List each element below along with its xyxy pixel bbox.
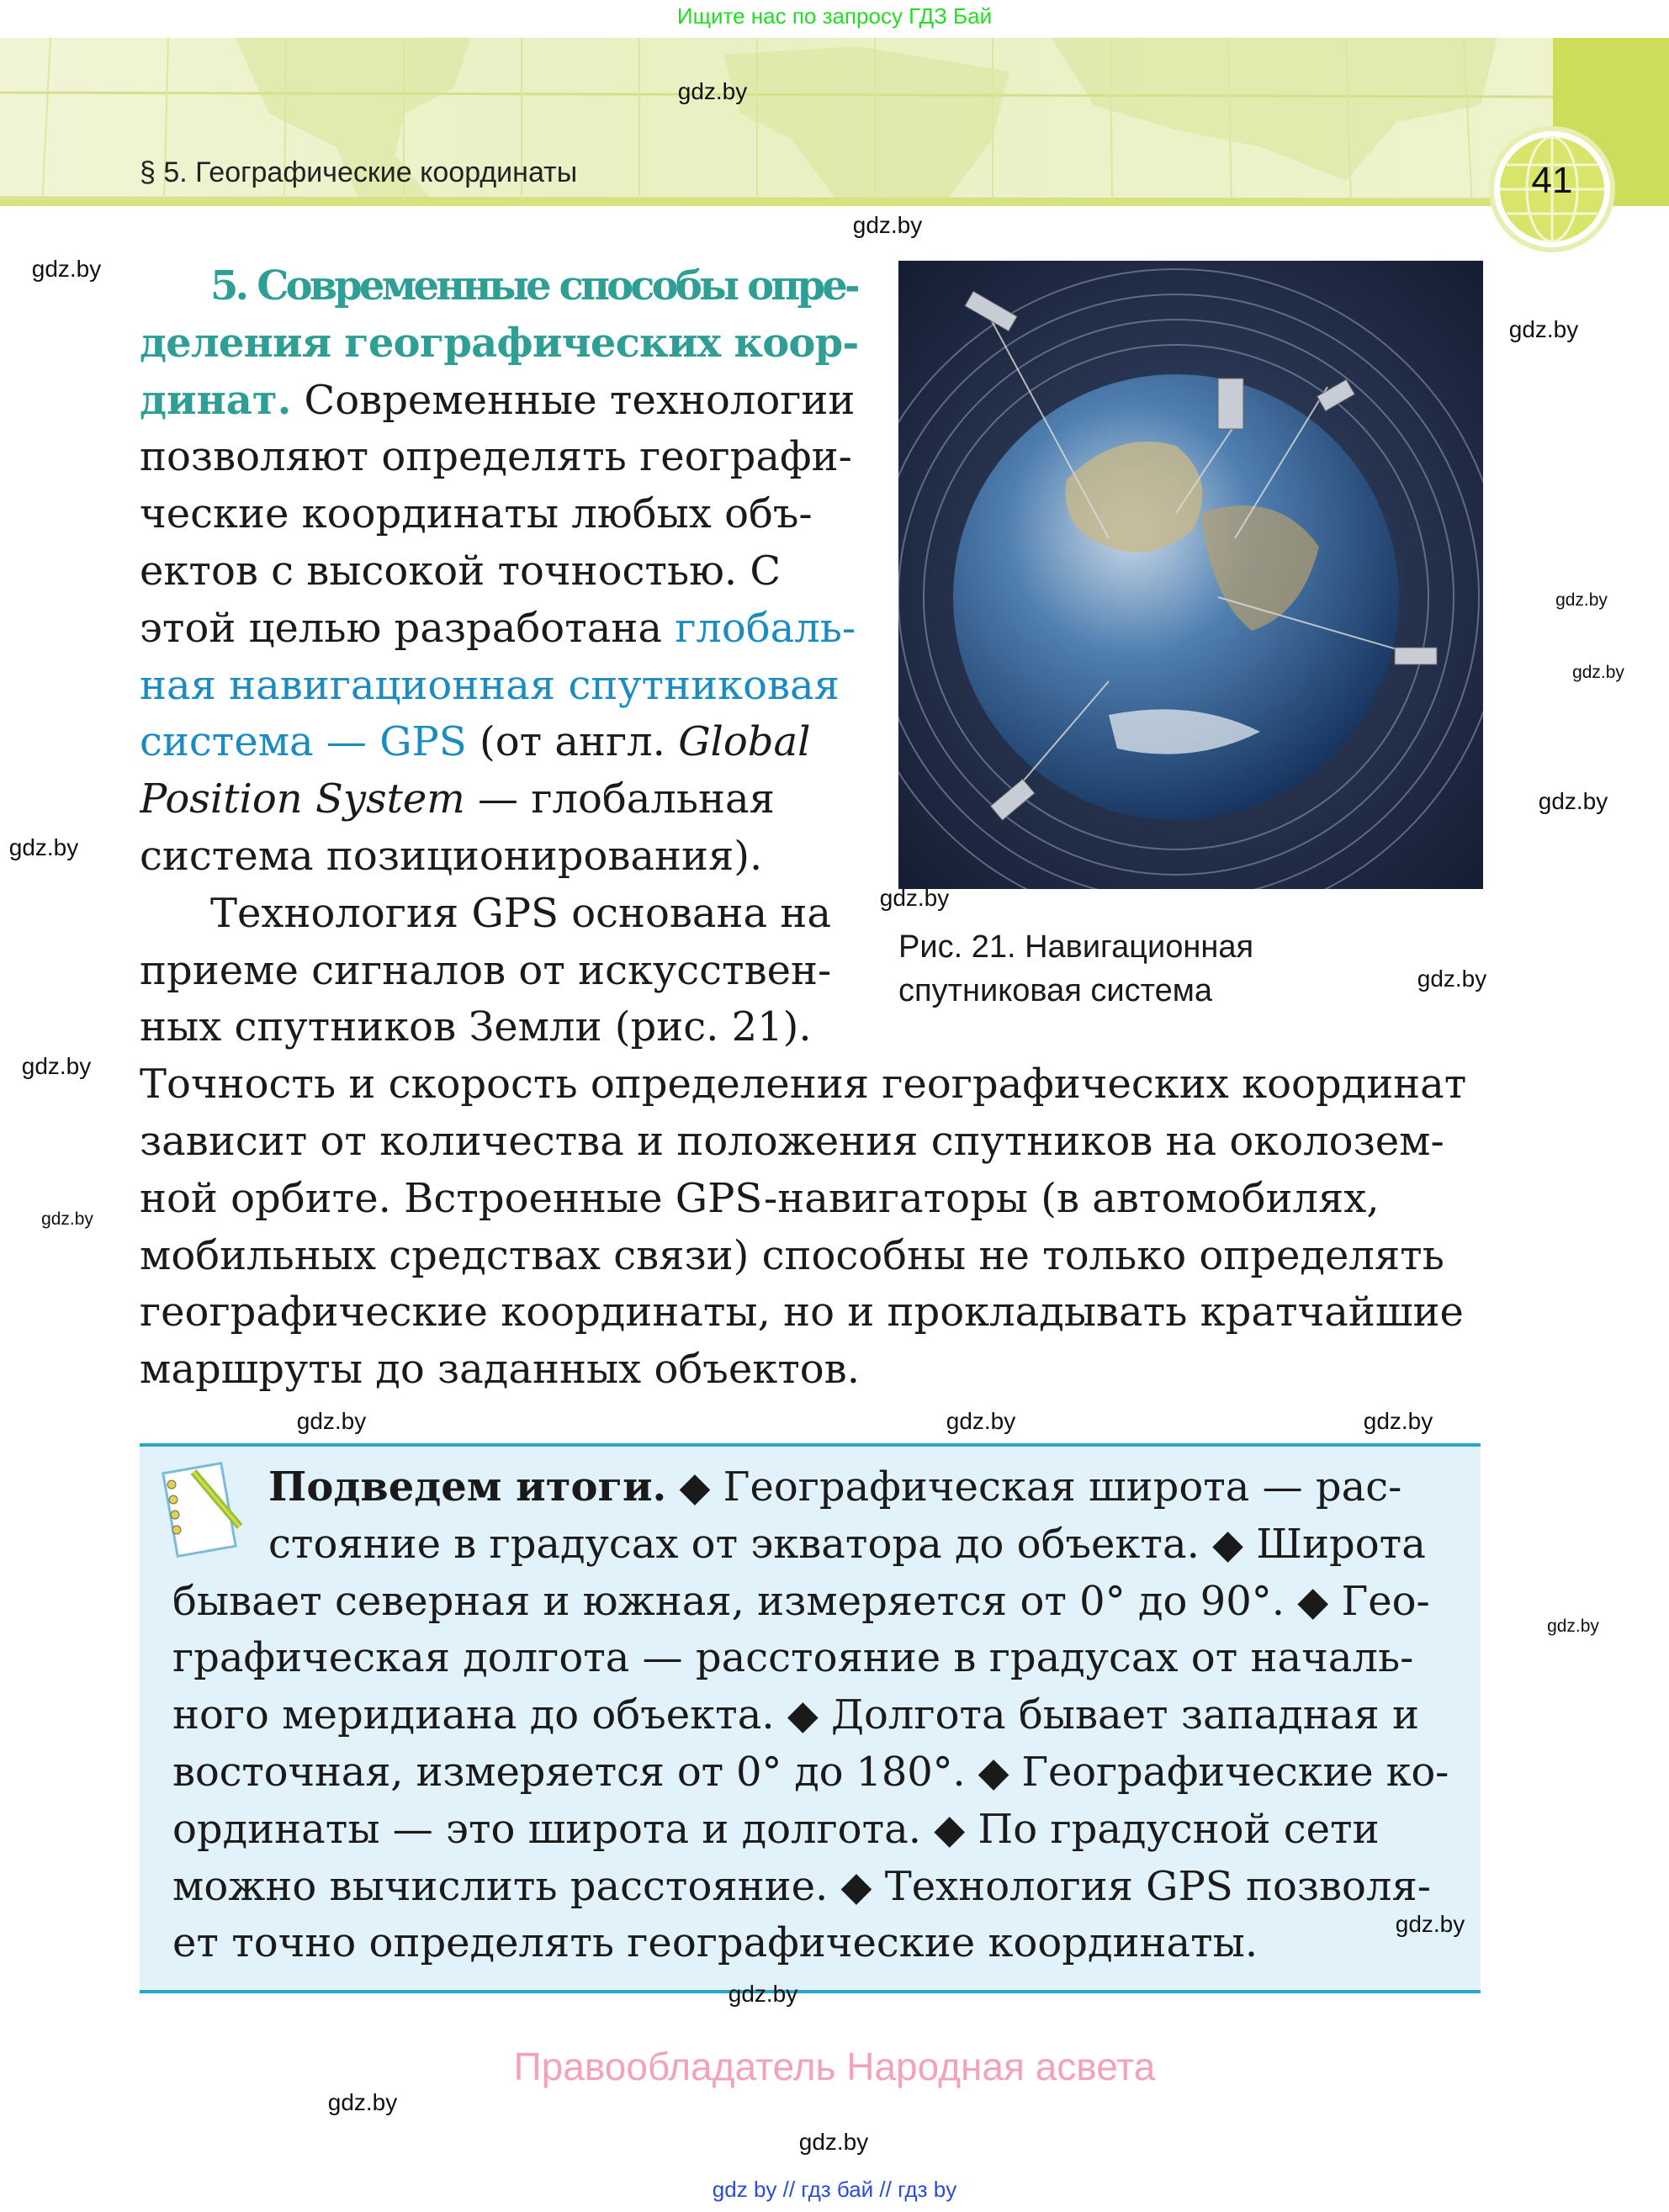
text-line: [172, 1914, 1258, 1971]
watermark: gdz.by: [41, 1209, 93, 1229]
text-line: [172, 1858, 1449, 1915]
text-segment: система — GPS: [140, 718, 467, 765]
watermark: gdz.by: [852, 212, 923, 238]
text-line: [172, 1686, 1449, 1744]
watermark: gdz.by: [1417, 966, 1487, 992]
text-segment: приеме сигналов от искусствен-: [140, 947, 832, 994]
watermark: gdz.by: [879, 885, 950, 911]
text-segment: динат.: [140, 377, 292, 424]
text-segment: географические координаты, но и прокладывать кратчайшие: [140, 1289, 1464, 1336]
text-line: [140, 942, 858, 999]
text-segment: Подведем итоги.: [268, 1463, 667, 1511]
text-segment: этой целью разработана: [140, 605, 676, 652]
copyright-footer: Правообладатель Народная асвета: [513, 2045, 1156, 2088]
text-line: [140, 542, 858, 600]
watermark: gdz.by: [1572, 663, 1624, 682]
text-line: [140, 713, 858, 770]
text-segment: маршруты до заданных объектов.: [140, 1346, 860, 1393]
text-line: [140, 1341, 860, 1398]
text-segment: системa позиционирования).: [140, 833, 763, 880]
text-segment: восточная, измеряется от 0° до 180°. ◆ Географические ко-: [172, 1749, 1449, 1796]
text-segment: (от англ.: [466, 718, 679, 765]
text-line: [172, 1801, 1449, 1858]
watermark: gdz.by: [798, 2129, 869, 2155]
watermark: gdz.by: [1538, 788, 1608, 814]
text-line: [210, 885, 858, 942]
text-segment: ного меридиана до объекта. ◆ Долгота бывает западная и: [172, 1691, 1419, 1738]
text-segment: ектов с высокой точностью. С: [140, 548, 782, 595]
text-line: [140, 1170, 1481, 1227]
text-line: [268, 1458, 1449, 1516]
watermark: gdz.by: [946, 1408, 1016, 1434]
text-line: [140, 770, 858, 828]
text-segment: ной орбите. Встроенные GPS-навигаторы (в автомобилях,: [140, 1175, 1380, 1222]
watermark: gdz.by: [1395, 1911, 1465, 1937]
bottom-links[interactable]: gdz by // гдз бай // гдз by: [712, 2177, 957, 2202]
text-segment: ная навигационная спутниковая: [140, 662, 840, 709]
text-line: [172, 1744, 1449, 1801]
notepad-pencil-icon: [160, 1459, 252, 1560]
text-segment: зависит от количества и положения спутников на околозем-: [140, 1118, 1444, 1165]
text-line: [140, 485, 858, 542]
watermark: gdz.by: [1555, 590, 1608, 610]
search-hint-banner: Ищите нас по запросу ГДЗ Бай: [676, 3, 993, 29]
watermark: gdz.by: [8, 834, 79, 860]
text-line: [210, 257, 858, 315]
text-segment: Position System: [140, 775, 465, 823]
text-segment: можно вычислить расстояние. ◆ Технология GPS позволя-: [172, 1863, 1431, 1910]
text-segment: Global: [678, 718, 811, 765]
caption-line: Рис. 21. Навигационная: [898, 929, 1254, 965]
text-line: [140, 1283, 1481, 1341]
text-segment: ◆ Географическая широта — рас-: [666, 1463, 1402, 1511]
text-segment: Технология GPS основана на: [210, 890, 832, 937]
text-segment: ных спутников Земли (рис. 21).: [140, 1003, 812, 1050]
watermark: gdz.by: [677, 78, 748, 104]
text-line: [140, 315, 858, 372]
figure-caption: [898, 925, 1253, 1013]
text-line: [172, 1629, 1449, 1686]
text-segment: 5. Современные способы опре-: [210, 262, 858, 310]
text-segment: Современные технологии: [291, 377, 856, 424]
text-segment: мобильных средствах связи) способны не только определять: [140, 1232, 1444, 1279]
text-segment: ординаты — это широта и долгота. ◆ По градусной сети: [172, 1806, 1380, 1853]
text-line: [140, 828, 762, 885]
earth-satellites-illustration: [898, 261, 1483, 889]
text-segment: деления географических коор-: [140, 320, 858, 367]
text-line: [140, 428, 858, 485]
text-segment: глобаль-: [675, 605, 856, 652]
watermark: gdz.by: [1363, 1408, 1433, 1434]
watermark: gdz.by: [31, 256, 102, 282]
text-segment: — глобальная: [464, 775, 775, 823]
text-segment: бывает северная и южная, измеряется от 0° до 90°. ◆ Гео-: [172, 1578, 1430, 1625]
text-line: [268, 1516, 1449, 1573]
text-line: [140, 600, 858, 657]
section-title: § 5. Географические координаты: [140, 156, 578, 188]
text-line: [172, 1573, 1449, 1630]
text-segment: Точность и скорость определения географических координат: [140, 1061, 1467, 1108]
text-line: [140, 372, 858, 429]
watermark: gdz.by: [728, 1981, 798, 2007]
watermark: gdz.by: [296, 1408, 367, 1434]
text-line: [140, 1113, 1481, 1170]
page-number: 41: [1531, 160, 1573, 201]
text-segment: ет точно определять географические координаты.: [172, 1919, 1258, 1966]
figure-gps-satellites: [898, 261, 1483, 889]
watermark: gdz.by: [1547, 1617, 1599, 1636]
text-segment: позволяют определять географи-: [140, 433, 852, 480]
text-line: [140, 1056, 1481, 1113]
text-line: [140, 1227, 1481, 1284]
text-segment: графическая долгота — расстояние в градусах от началь-: [172, 1634, 1414, 1681]
text-line: [140, 998, 858, 1056]
watermark: gdz.by: [21, 1053, 92, 1079]
text-segment: ческие координаты любых объ-: [140, 490, 813, 537]
watermark: gdz.by: [327, 2089, 398, 2115]
watermark: gdz.by: [1508, 316, 1579, 342]
text-line: [140, 657, 858, 714]
caption-line: спутниковая система: [898, 973, 1213, 1008]
text-segment: стояние в градусах от экватора до объекта. ◆ Широта: [268, 1521, 1426, 1568]
